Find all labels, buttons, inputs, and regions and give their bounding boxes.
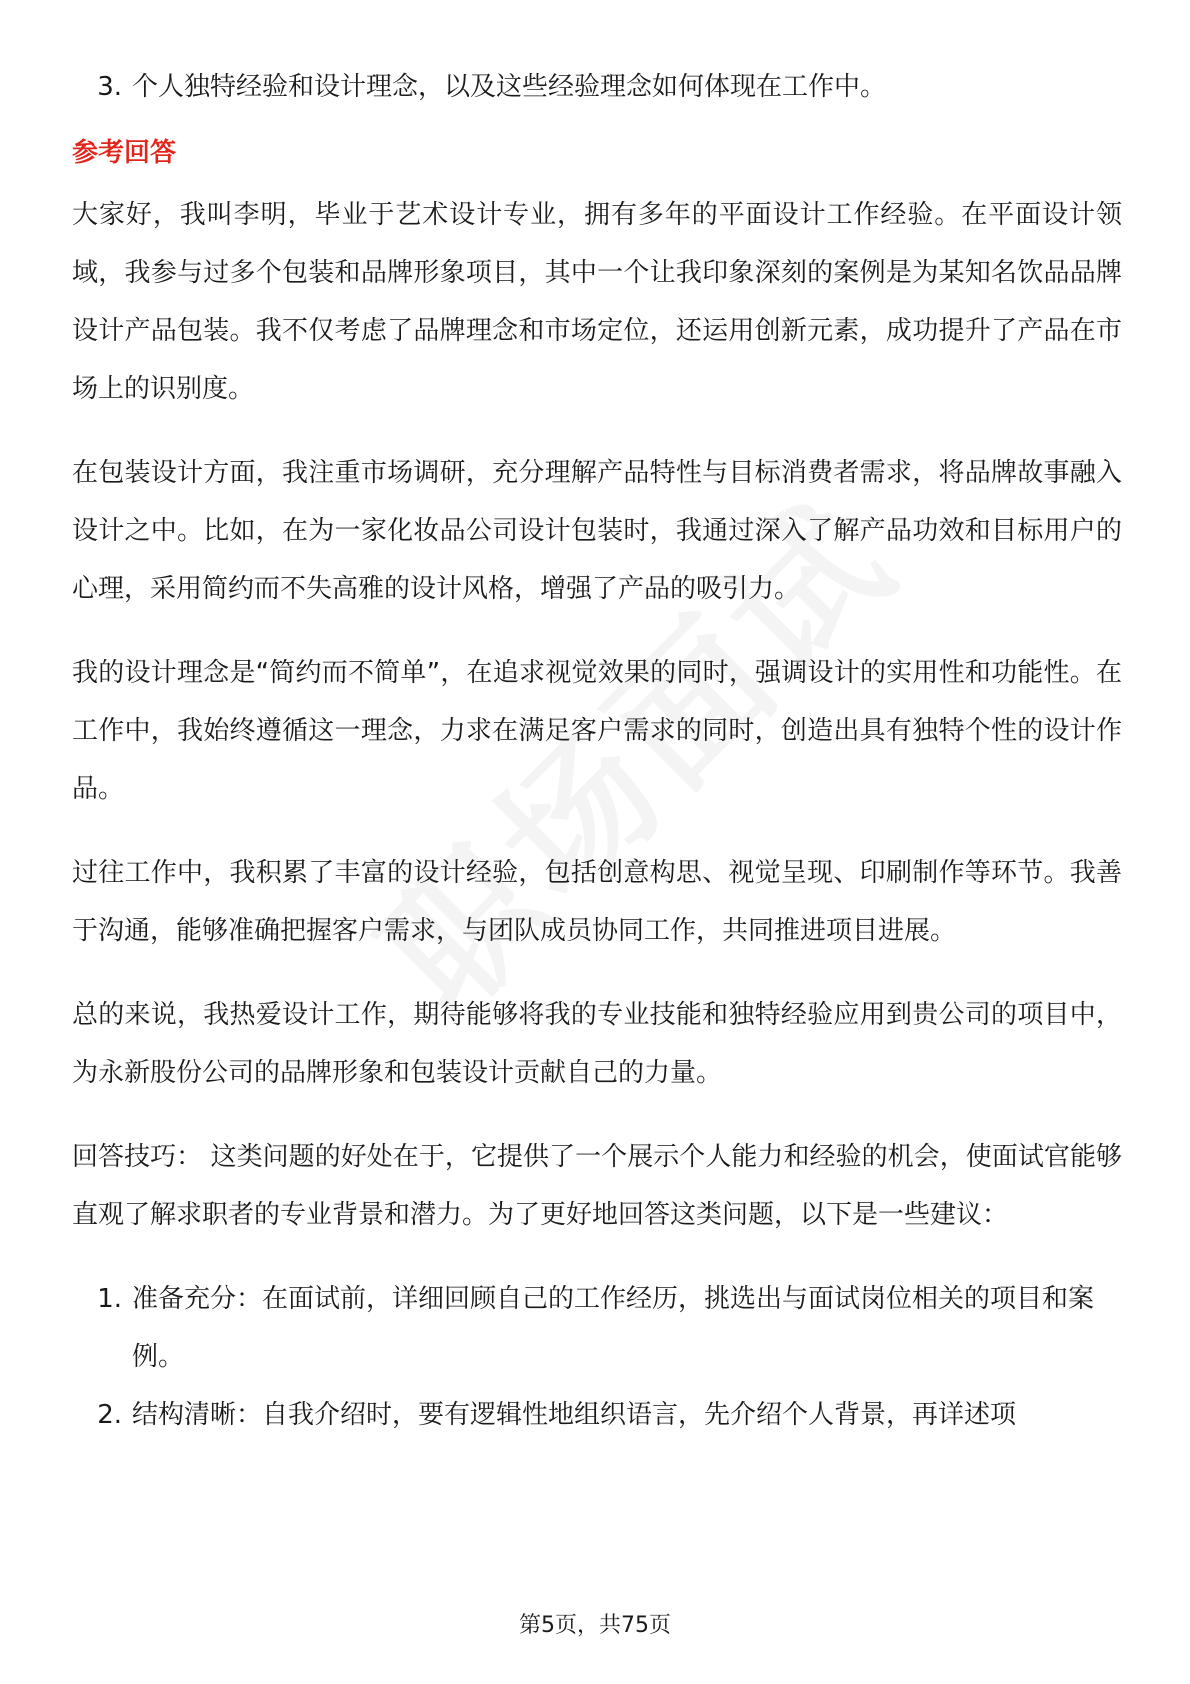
list-number: 2.: [97, 1400, 122, 1430]
list-number: 3.: [97, 72, 122, 102]
paragraph: 大家好，我叫李明，毕业于艺术设计专业，拥有多年的平面设计工作经验。在平面设计领域，我参与过多个包装和品牌形象项目，其中一个让我印象深刻的案例是为某知名饮品品牌设计产品包装。我不仅考虑了品牌理念和市场定位，还运用创新元素，成功提升了产品在市场上的识别度。: [72, 200, 1122, 404]
list-text: 结构清晰：自我介绍时，要有逻辑性地组织语言，先介绍个人背景，再详述项: [132, 1400, 1017, 1430]
tips-list-item: [72, 1270, 1122, 1386]
paragraph: 总的来说，我热爱设计工作，期待能够将我的专业技能和独特经验应用到贵公司的项目中，为永新股份公司的品牌形象和包装设计贡献自己的力量。: [72, 1000, 1122, 1088]
tips-list-item: [72, 1386, 1122, 1444]
answer-tips-paragraph: 回答技巧： 这类问题的好处在于，它提供了一个展示个人能力和经验的机会，使面试官能够直观了解求职者的专业背景和潜力。为了更好地回答这类问题，以下是一些建议：: [72, 1142, 1122, 1230]
list-text: 个人独特经验和设计理念，以及这些经验理念如何体现在工作中。: [132, 72, 887, 102]
intro-list-item: [72, 58, 1122, 116]
paragraph: 过往工作中，我积累了丰富的设计经验，包括创意构思、视觉呈现、印刷制作等环节。我善于沟通，能够准确把握客户需求，与团队成员协同工作，共同推进项目进展。: [72, 858, 1122, 946]
list-text: 准备充分：在面试前，详细回顾自己的工作经历，挑选出与面试岗位相关的项目和案例。: [132, 1284, 1095, 1372]
paragraph: 我的设计理念是“简约而不简单”，在追求视觉效果的同时，强调设计的实用性和功能性。在工作中，我始终遵循这一理念，力求在满足客户需求的同时，创造出具有独特个性的设计作品。: [72, 658, 1122, 804]
tips-list: [72, 1270, 1122, 1444]
page-footer: 第5页，共75页: [519, 1613, 671, 1638]
page-content: [72, 58, 1122, 1444]
section-title: 参考回答: [72, 138, 177, 168]
list-number: 1.: [97, 1284, 122, 1314]
paragraph: 在包装设计方面，我注重市场调研，充分理解产品特性与目标消费者需求，将品牌故事融入设计之中。比如，在为一家化妆品公司设计包装时，我通过深入了解产品功效和目标用户的心理，采用简约而不失高雅的设计风格，增强了产品的吸引力。: [72, 458, 1122, 604]
